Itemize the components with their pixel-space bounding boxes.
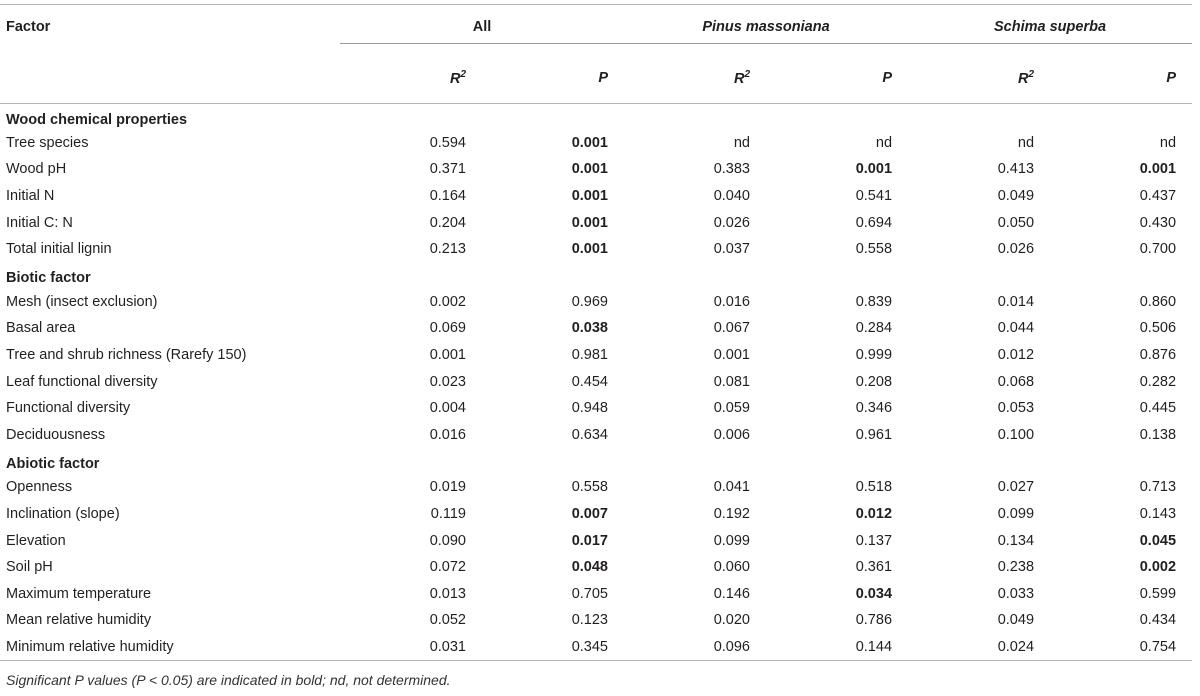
section-title: Abiotic factor	[6, 456, 100, 473]
footnote: Significant P values (P < 0.05) are indicated in bold; nd, not determined.	[6, 672, 451, 688]
p-value-cell: 0.346	[855, 400, 893, 417]
r2-value-cell: 0.090	[429, 532, 466, 549]
r2-value-cell: 0.037	[713, 241, 750, 258]
r2-value-cell: 0.041	[713, 479, 750, 496]
r2-value-cell: 0.016	[429, 426, 466, 443]
p-value-cell: 0.045	[1139, 532, 1177, 549]
p-value-cell: 0.034	[855, 585, 893, 602]
group-divider	[340, 43, 624, 44]
r2-header	[624, 48, 766, 104]
table-row	[0, 236, 1192, 263]
group-header-schima	[908, 5, 1192, 48]
table-body	[0, 104, 1192, 661]
r2-value-cell: 0.026	[997, 241, 1035, 258]
results-table	[0, 4, 1192, 661]
group-divider	[908, 43, 1192, 44]
group-header-all	[340, 5, 624, 48]
r2-value-cell: 0.383	[713, 161, 750, 178]
r2-value-cell: 0.016	[713, 293, 750, 310]
r2-value-cell: 0.049	[997, 187, 1035, 204]
p-value-cell: 0.361	[855, 559, 893, 576]
table-row	[0, 130, 1192, 157]
group-header-pinus-label: Pinus massoniana	[702, 19, 830, 35]
r2-value-cell: 0.050	[997, 214, 1035, 231]
p-value-cell: 0.518	[855, 479, 893, 496]
r2-value-cell: 0.027	[997, 479, 1035, 496]
r2-value-cell: 0.012	[997, 346, 1035, 363]
p-value-cell: 0.001	[571, 187, 608, 204]
factor-cell: Basal area	[6, 320, 76, 337]
r2-header-letter: R	[449, 71, 461, 88]
r2-value-cell: 0.204	[429, 214, 466, 231]
r2-header	[908, 48, 1050, 104]
r2-value-cell: 0.238	[997, 559, 1035, 576]
table-row	[0, 209, 1192, 236]
r2-value-cell: 0.099	[713, 532, 750, 549]
p-value-cell: 0.144	[766, 634, 908, 661]
table-row	[0, 607, 1192, 634]
section-row	[0, 262, 1192, 288]
table-row	[0, 183, 1192, 210]
factor-header: Factor	[6, 19, 51, 35]
p-value-cell: 0.713	[1139, 479, 1177, 496]
r2-value-cell: nd	[733, 134, 750, 151]
p-value-cell: 0.345	[482, 634, 624, 661]
p-value-cell: 0.981	[571, 346, 608, 363]
factor-cell: Elevation	[6, 532, 66, 549]
p-value-cell: 0.001	[1139, 161, 1177, 178]
p-value-cell: 0.705	[571, 585, 608, 602]
table-row	[0, 421, 1192, 448]
factor-cell: Initial N	[6, 187, 55, 204]
factor-cell: Wood pH	[6, 161, 67, 178]
r2-value-cell: 0.019	[429, 479, 466, 496]
factor-cell: Mean relative humidity	[6, 612, 152, 629]
table-row	[0, 474, 1192, 501]
r2-header-superscript: 2	[460, 69, 466, 81]
r2-value-cell: 0.040	[713, 187, 750, 204]
p-value-cell: 0.434	[1139, 612, 1177, 629]
r2-value-cell: 0.053	[997, 400, 1035, 417]
table-row	[0, 315, 1192, 342]
table-row	[0, 342, 1192, 369]
r2-value-cell: 0.001	[713, 346, 750, 363]
factor-cell: Soil pH	[6, 559, 53, 576]
p-value-cell: 0.786	[855, 612, 893, 629]
r2-value-cell: 0.031	[340, 634, 482, 661]
p-value-cell: 0.454	[571, 373, 608, 390]
p-value-cell: 0.969	[571, 293, 608, 310]
r2-value-cell: 0.052	[429, 612, 466, 629]
p-value-cell: 0.001	[571, 134, 608, 151]
r2-value-cell: 0.002	[429, 293, 466, 310]
p-value-cell: 0.694	[855, 214, 893, 231]
factor-cell: Total initial lignin	[6, 241, 112, 258]
p-value-cell: 0.284	[855, 320, 893, 337]
p-value-cell: nd	[875, 134, 893, 151]
p-value-cell: 0.017	[571, 532, 608, 549]
r2-value-cell: 0.164	[429, 187, 466, 204]
r2-value-cell: 0.072	[429, 559, 466, 576]
table-row	[0, 501, 1192, 528]
table-row	[0, 554, 1192, 581]
p-value-cell: 0.012	[855, 505, 893, 522]
p-value-cell: 0.007	[571, 505, 608, 522]
r2-header-superscript: 2	[744, 69, 750, 81]
r2-value-cell: 0.060	[713, 559, 750, 576]
p-value-cell: 0.541	[855, 187, 893, 204]
p-value-cell: 0.002	[1139, 559, 1177, 576]
factor-cell: Maximum temperature	[6, 585, 152, 602]
p-value-cell: nd	[1159, 134, 1177, 151]
p-value-cell: 0.143	[1139, 505, 1177, 522]
p-value-cell: 0.208	[855, 373, 893, 390]
r2-value-cell: 0.413	[997, 161, 1035, 178]
table-row	[0, 368, 1192, 395]
subheader-blank	[0, 48, 340, 104]
section-title: Wood chemical properties	[6, 111, 188, 128]
p-value-cell: 0.001	[855, 161, 893, 178]
p-value-cell: 0.506	[1139, 320, 1177, 337]
r2-value-cell: 0.013	[429, 585, 466, 602]
r2-value-cell: 0.213	[429, 241, 466, 258]
p-value-cell: 0.001	[571, 214, 608, 231]
p-value-cell: 0.961	[855, 426, 893, 443]
r2-value-cell: 0.067	[713, 320, 750, 337]
r2-value-cell: 0.049	[997, 612, 1035, 629]
r2-value-cell: 0.059	[713, 400, 750, 417]
p-value-cell: 0.700	[1139, 241, 1177, 258]
r2-value-cell: 0.023	[429, 373, 466, 390]
r2-value-cell: 0.024	[908, 634, 1050, 661]
r2-value-cell: 0.044	[997, 320, 1035, 337]
r2-value-cell: 0.069	[429, 320, 466, 337]
p-value-cell: 0.048	[571, 559, 608, 576]
r2-value-cell: 0.006	[713, 426, 750, 443]
p-value-cell: 0.038	[571, 320, 608, 337]
r2-value-cell: 0.371	[429, 161, 466, 178]
factor-cell: Functional diversity	[6, 400, 131, 417]
p-value-cell: 0.860	[1139, 293, 1177, 310]
p-value-cell: 0.123	[571, 612, 608, 629]
p-value-cell: 0.282	[1139, 373, 1177, 390]
r2-value-cell: 0.100	[997, 426, 1035, 443]
p-header: P	[1050, 48, 1192, 104]
factor-cell: Mesh (insect exclusion)	[6, 293, 158, 310]
p-header: P	[482, 48, 624, 104]
group-divider	[624, 43, 908, 44]
r2-value-cell: 0.146	[713, 585, 750, 602]
section-row	[0, 448, 1192, 474]
group-header-pinus	[624, 5, 908, 48]
r2-value-cell: 0.594	[429, 134, 466, 151]
r2-value-cell: 0.096	[624, 634, 766, 661]
p-value-cell: 0.558	[571, 479, 608, 496]
header-row-stats	[0, 48, 1192, 104]
r2-value-cell: nd	[1017, 134, 1035, 151]
group-header-schima-label: Schima superba	[994, 19, 1107, 35]
r2-value-cell: 0.004	[429, 400, 466, 417]
p-value-cell: 0.599	[1139, 585, 1177, 602]
p-value-cell: 0.948	[571, 400, 608, 417]
r2-value-cell: 0.014	[997, 293, 1035, 310]
factor-cell: Deciduousness	[6, 426, 106, 443]
r2-value-cell: 0.068	[997, 373, 1035, 390]
p-value-cell: 0.138	[1139, 426, 1177, 443]
r2-value-cell: 0.026	[713, 214, 750, 231]
p-value-cell: 0.137	[855, 532, 893, 549]
table-row	[0, 288, 1192, 315]
r2-value-cell: 0.081	[713, 373, 750, 390]
r2-header	[340, 48, 482, 104]
table-row	[0, 527, 1192, 554]
r2-value-cell: 0.134	[997, 532, 1035, 549]
p-value-cell: 0.634	[571, 426, 608, 443]
factor-cell: Minimum relative humidity	[0, 634, 340, 661]
p-value-cell: 0.754	[1050, 634, 1192, 661]
p-value-cell: 0.558	[855, 241, 893, 258]
p-value-cell: 0.876	[1139, 346, 1177, 363]
r2-value-cell: 0.119	[430, 505, 466, 522]
factor-cell: Tree species	[6, 134, 89, 151]
p-value-cell: 0.001	[571, 161, 608, 178]
header-row-groups	[0, 5, 1192, 48]
table-row	[0, 580, 1192, 607]
factor-cell: Inclination (slope)	[6, 505, 120, 522]
table-row	[0, 156, 1192, 183]
section-title: Biotic factor	[6, 270, 91, 287]
p-value-cell: 0.999	[855, 346, 893, 363]
section-row	[0, 104, 1192, 130]
p-value-cell: 0.430	[1139, 214, 1177, 231]
factor-cell: Leaf functional diversity	[6, 373, 158, 390]
p-value-cell: 0.001	[571, 241, 608, 258]
p-value-cell: 0.839	[855, 293, 893, 310]
factor-cell: Initial C: N	[6, 214, 73, 231]
r2-value-cell: 0.099	[997, 505, 1035, 522]
r2-value-cell: 0.020	[713, 612, 750, 629]
table-row	[0, 395, 1192, 422]
factor-cell: Openness	[6, 479, 73, 496]
p-value-cell: 0.445	[1139, 400, 1177, 417]
r2-header-superscript: 2	[1028, 69, 1035, 81]
r2-value-cell: 0.001	[429, 346, 466, 363]
factor-cell: Tree and shrub richness (Rarefy 150)	[6, 346, 247, 363]
r2-value-cell: 0.033	[997, 585, 1035, 602]
p-header: P	[766, 48, 908, 104]
r2-value-cell: 0.192	[713, 505, 750, 522]
group-header-all-label: All	[472, 19, 492, 35]
p-value-cell: 0.437	[1139, 187, 1177, 204]
r2-header-letter: R	[733, 71, 745, 88]
table-row	[0, 634, 1192, 661]
r2-header-letter: R	[1017, 71, 1029, 88]
